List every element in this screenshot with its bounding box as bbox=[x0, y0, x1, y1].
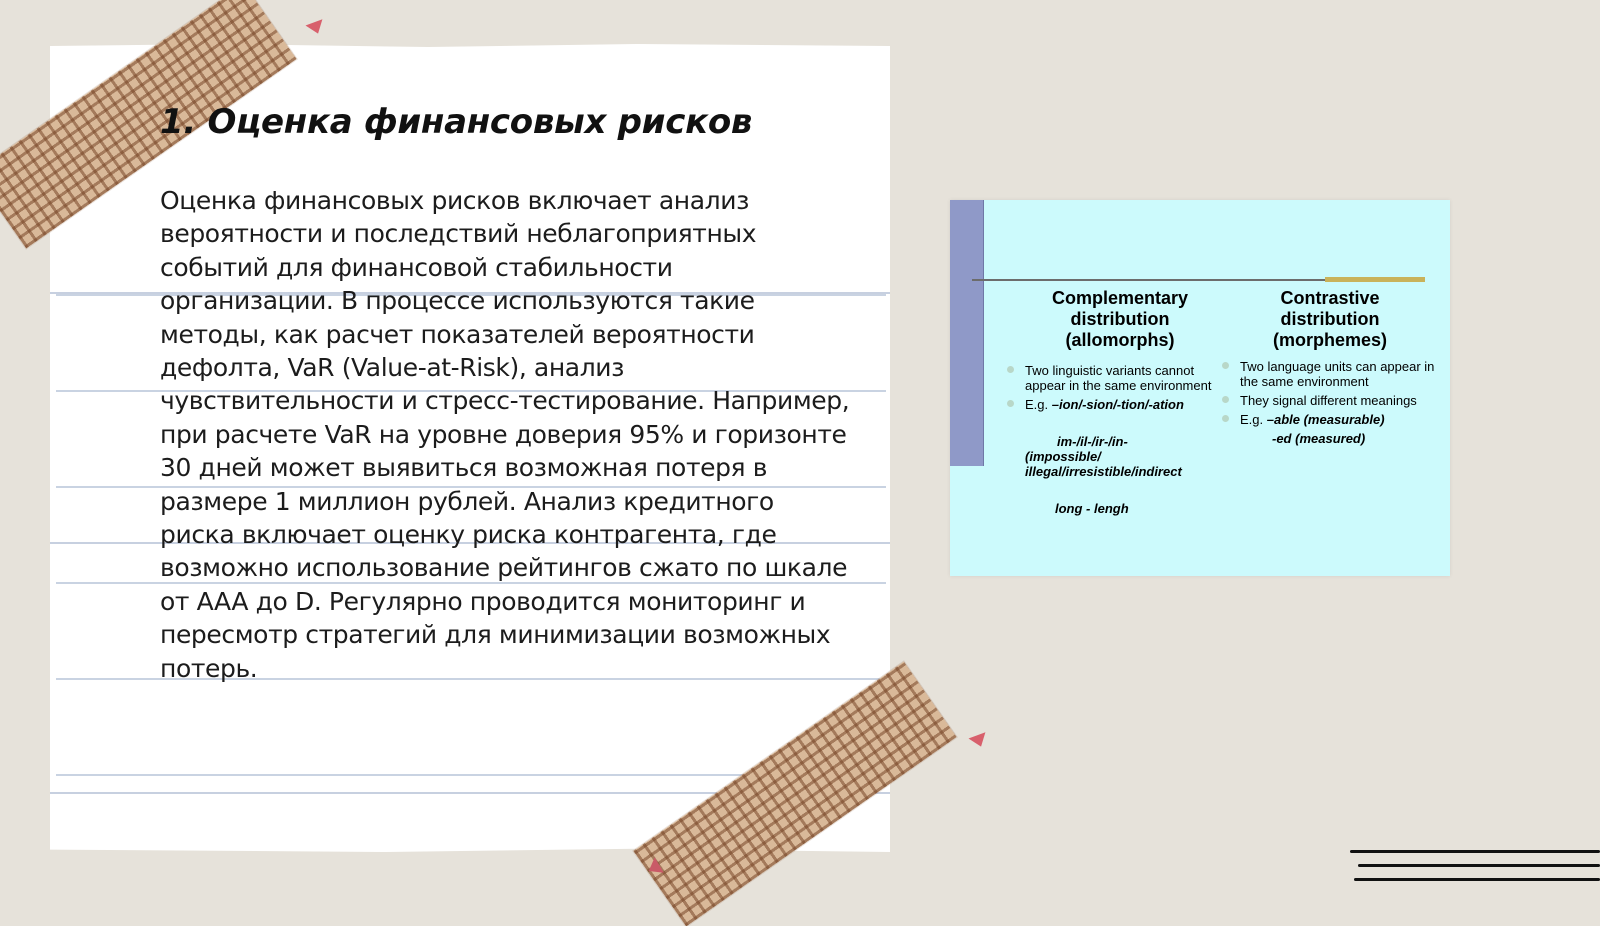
slide-divider-accent bbox=[1325, 277, 1425, 282]
bullet-item bbox=[1220, 393, 1440, 408]
tape-tip-decoration bbox=[968, 732, 989, 749]
page-title: 1. Оценка финансовых рисков bbox=[160, 102, 753, 142]
bullet-text: Two language units can appear in the same environment bbox=[1240, 359, 1435, 389]
stroke-line bbox=[1350, 850, 1600, 853]
tape-tip-decoration bbox=[305, 19, 326, 36]
bullet-item bbox=[1005, 363, 1235, 393]
slide-column-complementary bbox=[1005, 288, 1235, 516]
bullet-prefix: E.g. bbox=[1025, 397, 1052, 412]
example-line: (impossible/ illegal/irresistible/indirect bbox=[1025, 449, 1182, 479]
body-paragraph: Оценка финансовых рисков включает анализ вероятности и последствий неблагоприятных событий для финансовой стабильности организации. В процессе используются такие методы, как расчет показателей вероятности дефолта, VaR (Value-at-Risk), анализ чувствительности и стресс-тестирование. Например, при расчете VaR на уровне доверия 95% и горизонте 30 дней может выявиться возможная потеря в размере 1 миллион рублей. Анализ кредитного риска включает оценку риска контрагента, где возможно использование рейтингов сжато по шкале от AAA до D. Регулярно проводится мониторинг и пересмотр стратегий для минимизации возможных потерь. bbox=[160, 186, 850, 683]
decorative-strokes bbox=[1348, 850, 1600, 890]
bullet-item bbox=[1220, 359, 1440, 389]
bullet-text: Two linguistic variants cannot appear in the same environment bbox=[1025, 363, 1212, 393]
stroke-line bbox=[1354, 878, 1600, 881]
bullet-prefix: E.g. bbox=[1240, 412, 1267, 427]
embedded-slide-image bbox=[950, 200, 1450, 576]
bullet-example: –able (measurable) bbox=[1266, 412, 1385, 427]
bullet-item bbox=[1220, 412, 1440, 427]
slide-column-contrastive bbox=[1220, 288, 1440, 446]
bullet-example: –ion/-sion/-tion/-ation bbox=[1051, 397, 1184, 412]
example-line: -ed (measured) bbox=[1272, 431, 1366, 446]
bullet-item bbox=[1005, 397, 1235, 412]
stroke-line bbox=[1358, 864, 1600, 867]
example-line: im-/il-/ir-/in- bbox=[1057, 434, 1128, 449]
bullet-text: They signal different meanings bbox=[1240, 393, 1417, 408]
column-heading: Complementary distribution (allomorphs) bbox=[1051, 288, 1189, 350]
example-line: long - lengh bbox=[1055, 501, 1129, 516]
column-heading: Contrastive distribution (morphemes) bbox=[1272, 288, 1388, 350]
slide-side-bar bbox=[950, 200, 984, 466]
